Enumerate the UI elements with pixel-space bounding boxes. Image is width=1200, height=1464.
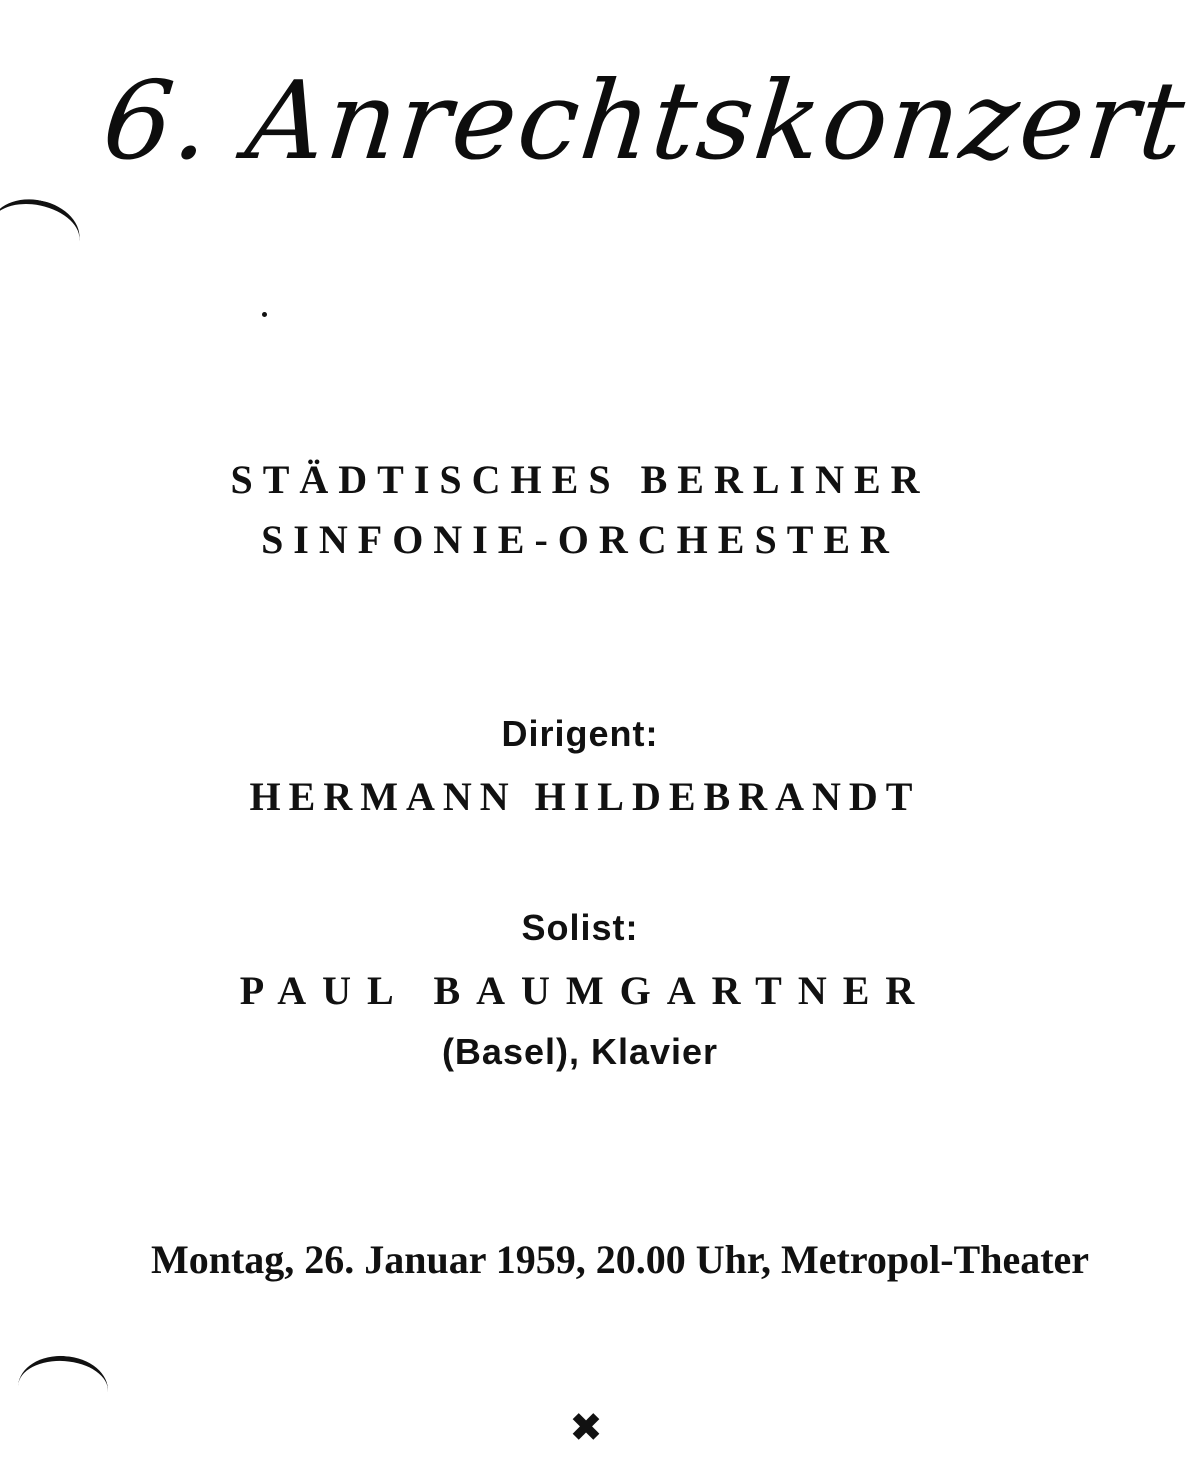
ink-speck [262,312,267,317]
soloist-label: Solist: [521,907,639,948]
orchestra-name-line-2: SINFONIE-ORCHESTER [261,517,899,562]
orchestra-name-line-1: STÄDTISCHES BERLINER [230,457,930,502]
orchestra-name [160,450,1000,570]
binding-hole-mark-top [0,191,86,273]
soloist-origin-instrument: (Basel), Klavier [441,1031,719,1072]
conductor-name: HERMANN HILDEBRANDT [249,774,921,819]
event-date-time-venue: Montag, 26. Januar 1959, 20.00 Uhr, Metropol-Theater [150,1237,1090,1282]
concert-title: 6. Anrechtskonzert [97,59,1192,184]
soloist-name: PAUL BAUMGARTNER [239,968,931,1013]
conductor-label: Dirigent: [501,713,659,754]
binding-hole-mark-bottom [16,1353,110,1424]
ornament-star-icon: ✖ [569,1405,603,1451]
